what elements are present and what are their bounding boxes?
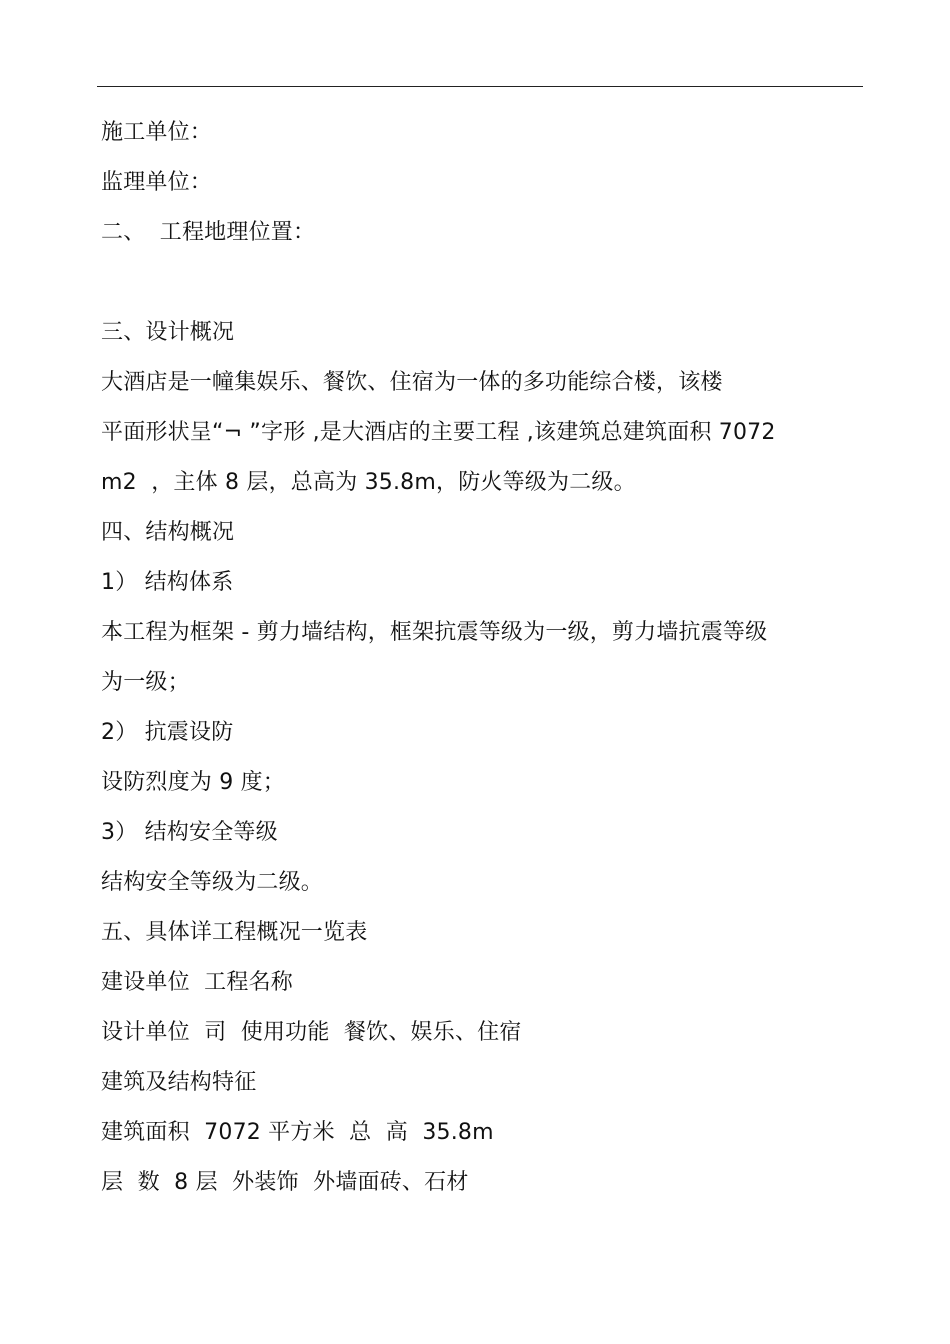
paragraph-design-1: 大酒店是一幢集娱乐、餐饮、住宿为一体的多功能综合楼，该楼 [101,370,723,395]
heading-structure-overview: 四、结构概况 [101,520,235,545]
heading-design-overview: 三、设计概况 [101,320,235,345]
paragraph-safety-level: 结构安全等级为二级。 [101,870,324,895]
heading-location: 二、 工程地理位置： [101,220,316,245]
subheading-seismic: 2） 抗震设防 [101,720,234,745]
line-supervision-unit: 监理单位： [101,170,213,195]
heading-overview-table: 五、具体详工程概况一览表 [101,920,368,945]
blank-line [101,258,871,308]
table-row-area: 建筑面积 7072 平方米 总 高 35.8m [101,1120,494,1145]
subheading-safety-level: 3） 结构安全等级 [101,820,278,845]
paragraph-design-3: m2 ，主体 8 层，总高为 35.8m，防火等级为二级。 [101,470,636,495]
paragraph-design-2: 平面形状呈“¬ ”字形 ,是大酒店的主要工程 ,该建筑总建筑面积 7072 [101,420,776,445]
table-row-builder: 建设单位 工程名称 [101,970,293,995]
paragraph-structure-2: 为一级； [101,670,190,695]
paragraph-seismic: 设防烈度为 9 度； [101,770,285,795]
header-rule [97,86,863,87]
paragraph-structure-1: 本工程为框架 - 剪力墙结构，框架抗震等级为一级，剪力墙抗震等级 [101,620,768,645]
table-row-floors: 层 数 8 层 外装饰 外墙面砖、石材 [101,1170,469,1195]
subheading-structure-system: 1） 结构体系 [101,570,234,595]
table-row-designer: 设计单位 司 使用功能 餐饮、娱乐、住宿 [101,1020,522,1045]
document-body [101,108,871,1208]
table-row-features: 建筑及结构特征 [101,1070,257,1095]
line-construction-unit: 施工单位： [101,120,213,145]
